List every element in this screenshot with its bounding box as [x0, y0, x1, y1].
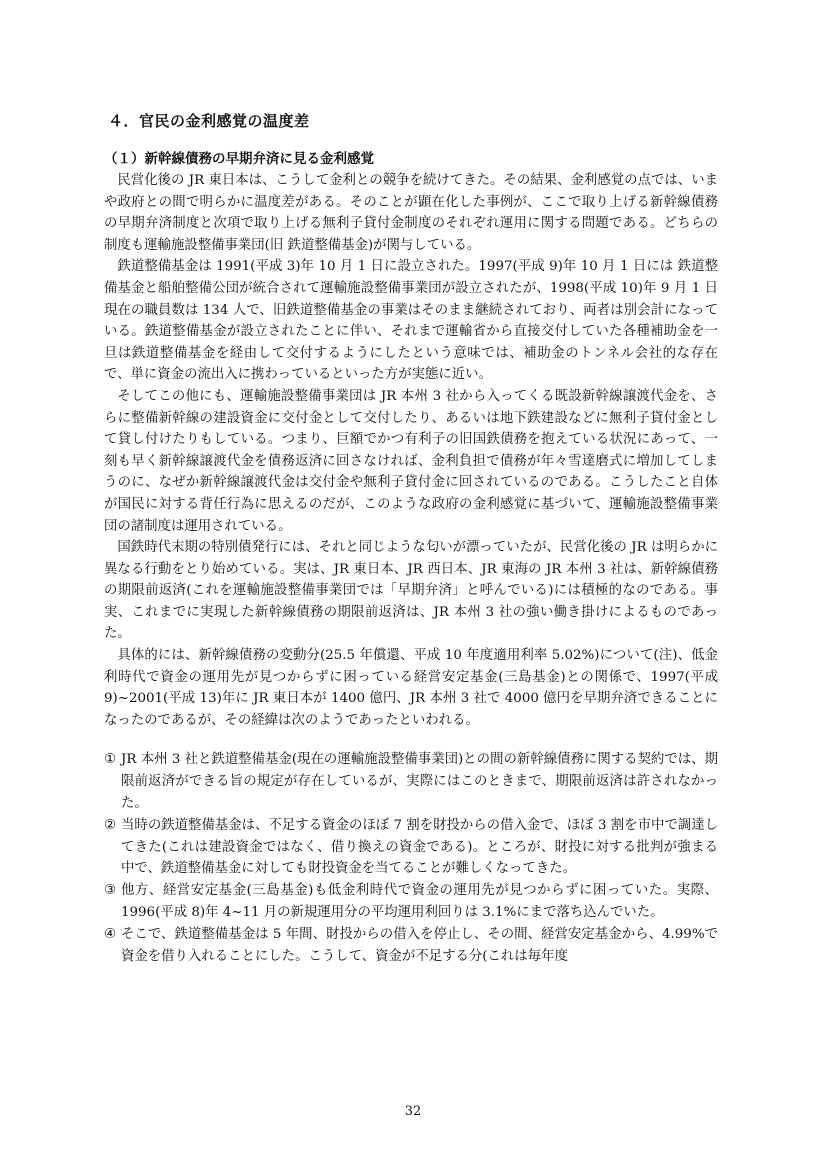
section-title: ４．官民の金利感覚の温度差: [108, 112, 310, 130]
section-gap: [104, 731, 718, 749]
list-item-text: 他方、経営安定基金(三島基金)も低金利時代で資金の運用先が見つからずに困っていた。実際、1996(平成 8)年 4~11 月の新規運用分の平均運用利回りは 3.1%にまで落ち込んでいた。: [121, 883, 718, 921]
paragraph: 具体的には、新幹線債務の変動分(25.5 年償還、平成 10 年度適用利率 5.02%)について(注)、低金利時代で資金の運用先が見つからずに困っている経営安定基金(三島基金)との関係で、1997(平成 9)~2001(平成 13)年に JR 東日本が 1400 億円、JR 本州 3 社で 4000 億円を早期弁済できることになったのであるが、その経緯は次のようであったといわれる。: [104, 648, 718, 728]
list-item-text: JR 本州 3 社と鉄道整備基金(現在の運輸施設整備事業団)との間の新幹線債務に関する契約では、期限前返済ができる旨の規定が存在しているが、実際にはこのときまで、期限前返済は許されなかった。: [121, 752, 718, 812]
list-marker: ①: [104, 752, 117, 768]
list-item: [104, 815, 718, 880]
list-item-text: そこで、鉄道整備基金は 5 年間、財投からの借入を停止し、その間、経営安定基金から、4.99%で資金を借り入れることにした。こうして、資金が不足する分(これは毎年度: [121, 926, 718, 964]
paragraph: そしてこの他にも、運輸施設整備事業団は JR 本州 3 社から入ってくる既設新幹線譲渡代金を、さらに整備新幹線の建設資金に交付金として交付したり、あるいは地下鉄建設などに無利子貸付金として貸し付けたりもしている。つまり、巨額でかつ有利子の旧国鉄債務を抱えている状況にあって、一刻も早く新幹線譲渡代金を債務返済に回さなければ、金利負担で債務が年々雪達磨式に増加してしまうのに、なぜか新幹線譲渡代金は交付金や無利子貸付金に回されているのである。こうしたこと自体が国民に対する背任行為に思えるのだが、このような政府の金利感覚に基づいて、運輸施設整備事業団の諸制度は運用されている。: [104, 388, 718, 534]
page-number: 32: [404, 1104, 422, 1119]
subsection-title: （１）新幹線債務の早期弁済に見る金利感覚: [104, 151, 374, 167]
list-item: [104, 880, 718, 924]
list-marker: ③: [104, 883, 117, 899]
document-page: [104, 110, 718, 967]
list-marker: ②: [104, 817, 117, 833]
numbered-list: [104, 749, 718, 967]
list-item: [104, 749, 718, 814]
paragraph: 鉄道整備基金は 1991(平成 3)年 10 月 1 日に設立された。1997(平成 9)年 10 月 1 日には 鉄道整備基金と船舶整備公団が統合されて運輸施設整備事業団が設立されたが、1998(平成 10)年 9 月 1 日現在の職員数は 134 人で、旧鉄道整備基金の事業はそのまま継続されており、両者は別会計になっている。鉄道整備基金が設立されたことに伴い、それまで運輸省から直接交付していた各種補助金を一旦は鉄道整備基金を経由して交付するようにしたという意味では、補助金のトンネル会社的な存在で、単に資金の流出入に携わっているといった方が実態に近い。: [104, 259, 718, 383]
list-item: [104, 924, 718, 968]
list-item-text: 当時の鉄道整備基金は、不足する資金のほぼ 7 割を財投からの借入金で、ほぼ 3 割を市中で調達してきた(これは建設資金ではなく、借り換えの資金である)。ところが、財投に対する批判が強まる中で、鉄道整備基金に対しても財投資金を当てることが難しくなってきた。: [121, 817, 718, 877]
paragraph: 民営化後の JR 東日本は、こうして金利との競争を続けてきた。その結果、金利感覚の点では、いまや政府との間で明らかに温度差がある。そのことが顕在化した事例が、ここで取り上げる新幹線債務の早期弁済制度と次項で取り上げる無利子貸付金制度のそれぞれ運用に関する問題である。どちらの制度も運輸施設整備事業団(旧 鉄道整備基金)が関与している。: [104, 173, 718, 253]
list-marker: ④: [104, 926, 117, 942]
paragraph: 国鉄時代末期の特別債発行には、それと同じような匂いが漂っていたが、民営化後の JR は明らかに異なる行動をとり始めている。実は、JR 東日本、JR 西日本、JR 東海の JR 本州 3 社は、新幹線債務の期限前返済(これを運輸施設整備事業団では「早期弁済」と呼んでいる)には積極的なのである。事実、これまでに実現した新幹線債務の期限前返済は、JR 本州 3 社の強い働き掛けによるものであった。: [104, 540, 718, 642]
